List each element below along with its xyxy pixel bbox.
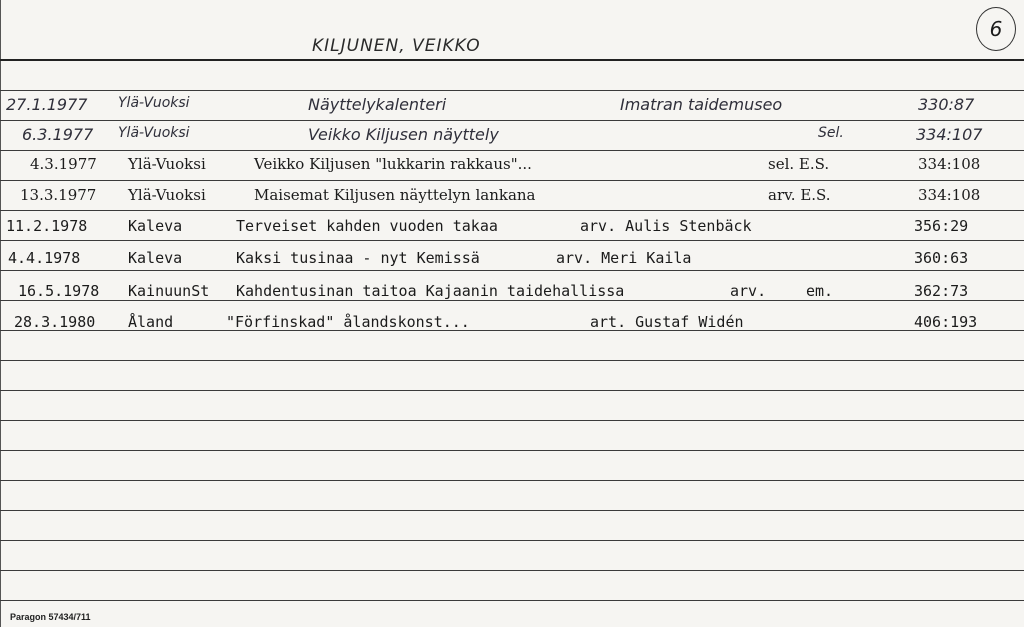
entry-title: Kahdentusinan taitoa Kajaanin taidehallissa [236,282,625,300]
rule-line [0,420,1024,421]
entry-date: 6.3.1977 [22,125,94,144]
entry-date: 4.4.1978 [8,249,81,267]
entry-ref: 330:87 [918,95,975,114]
entry-extra: em. [806,282,834,300]
entry-author: Imatran taidemuseo [620,95,783,114]
rule-line [0,90,1024,91]
entry-author: Sel. [818,125,844,141]
entry-title: Kaksi tusinaa - nyt Kemissä [236,249,480,267]
rule-line [0,510,1024,511]
entry-row [0,282,1024,308]
entry-ref: 360:63 [914,249,969,267]
rule-line [0,390,1024,391]
rule-line [0,540,1024,541]
entry-source: Kaleva [128,217,183,235]
entry-date: 16.5.1978 [18,282,100,300]
entry-title: Veikko Kiljusen näyttely [308,125,499,144]
entry-row [0,95,1024,121]
card-footer: Paragon 57434/711 [10,612,91,622]
entry-author: sel. E.S. [768,155,830,173]
entry-ref: 356:29 [914,217,969,235]
entry-row [0,155,1024,181]
entry-title: Veikko Kiljusen "lukkarin rakkaus"... [254,155,532,173]
entry-author: arv. Meri Kaila [556,249,692,267]
entry-ref: 406:193 [914,313,978,331]
entry-ref: 334:108 [918,155,981,173]
entry-title: Terveiset kahden vuoden takaa [236,217,498,235]
entry-row [0,125,1024,151]
entry-date: 27.1.1977 [6,95,88,114]
rule-line [0,450,1024,451]
rule-line [0,570,1024,571]
entry-ref: 334:108 [918,186,981,204]
entry-source: Åland [128,313,174,331]
card-number: 6 [989,17,1003,41]
entry-date: 4.3.1977 [30,155,97,173]
entry-date: 28.3.1980 [14,313,96,331]
entry-ref: 362:73 [914,282,969,300]
entry-title: Näyttelykalenteri [308,95,447,114]
entry-source: Ylä-Vuoksi [118,95,190,111]
entry-row [0,217,1024,243]
entry-date: 11.2.1978 [6,217,88,235]
rule-line [0,600,1024,601]
entry-row [0,186,1024,212]
entry-author: art. Gustaf Widén [590,313,744,331]
entry-source: Ylä-Vuoksi [128,155,206,173]
entry-ref: 334:107 [916,125,983,144]
entry-author: arv. [730,282,767,300]
entry-source: Kaleva [128,249,183,267]
entry-author: arv. E.S. [768,186,831,204]
entry-row [0,313,1024,339]
entry-row [0,249,1024,275]
entry-source: Ylä-Vuoksi [128,186,206,204]
entry-source: Ylä-Vuoksi [118,125,190,141]
entry-title: Maisemat Kiljusen näyttelyn lankana [254,186,536,204]
rule-line [0,480,1024,481]
entry-date: 13.3.1977 [20,186,97,204]
entry-source: KainuunSt [128,282,210,300]
card-title: KILJUNEN, VEIKKO [312,36,481,56]
entry-title: "Förfinskad" ålandskonst... [226,313,470,331]
rule-line [0,59,1024,61]
card-number-badge [976,7,1016,51]
rule-line [0,360,1024,361]
entry-author: arv. Aulis Stenbäck [580,217,752,235]
